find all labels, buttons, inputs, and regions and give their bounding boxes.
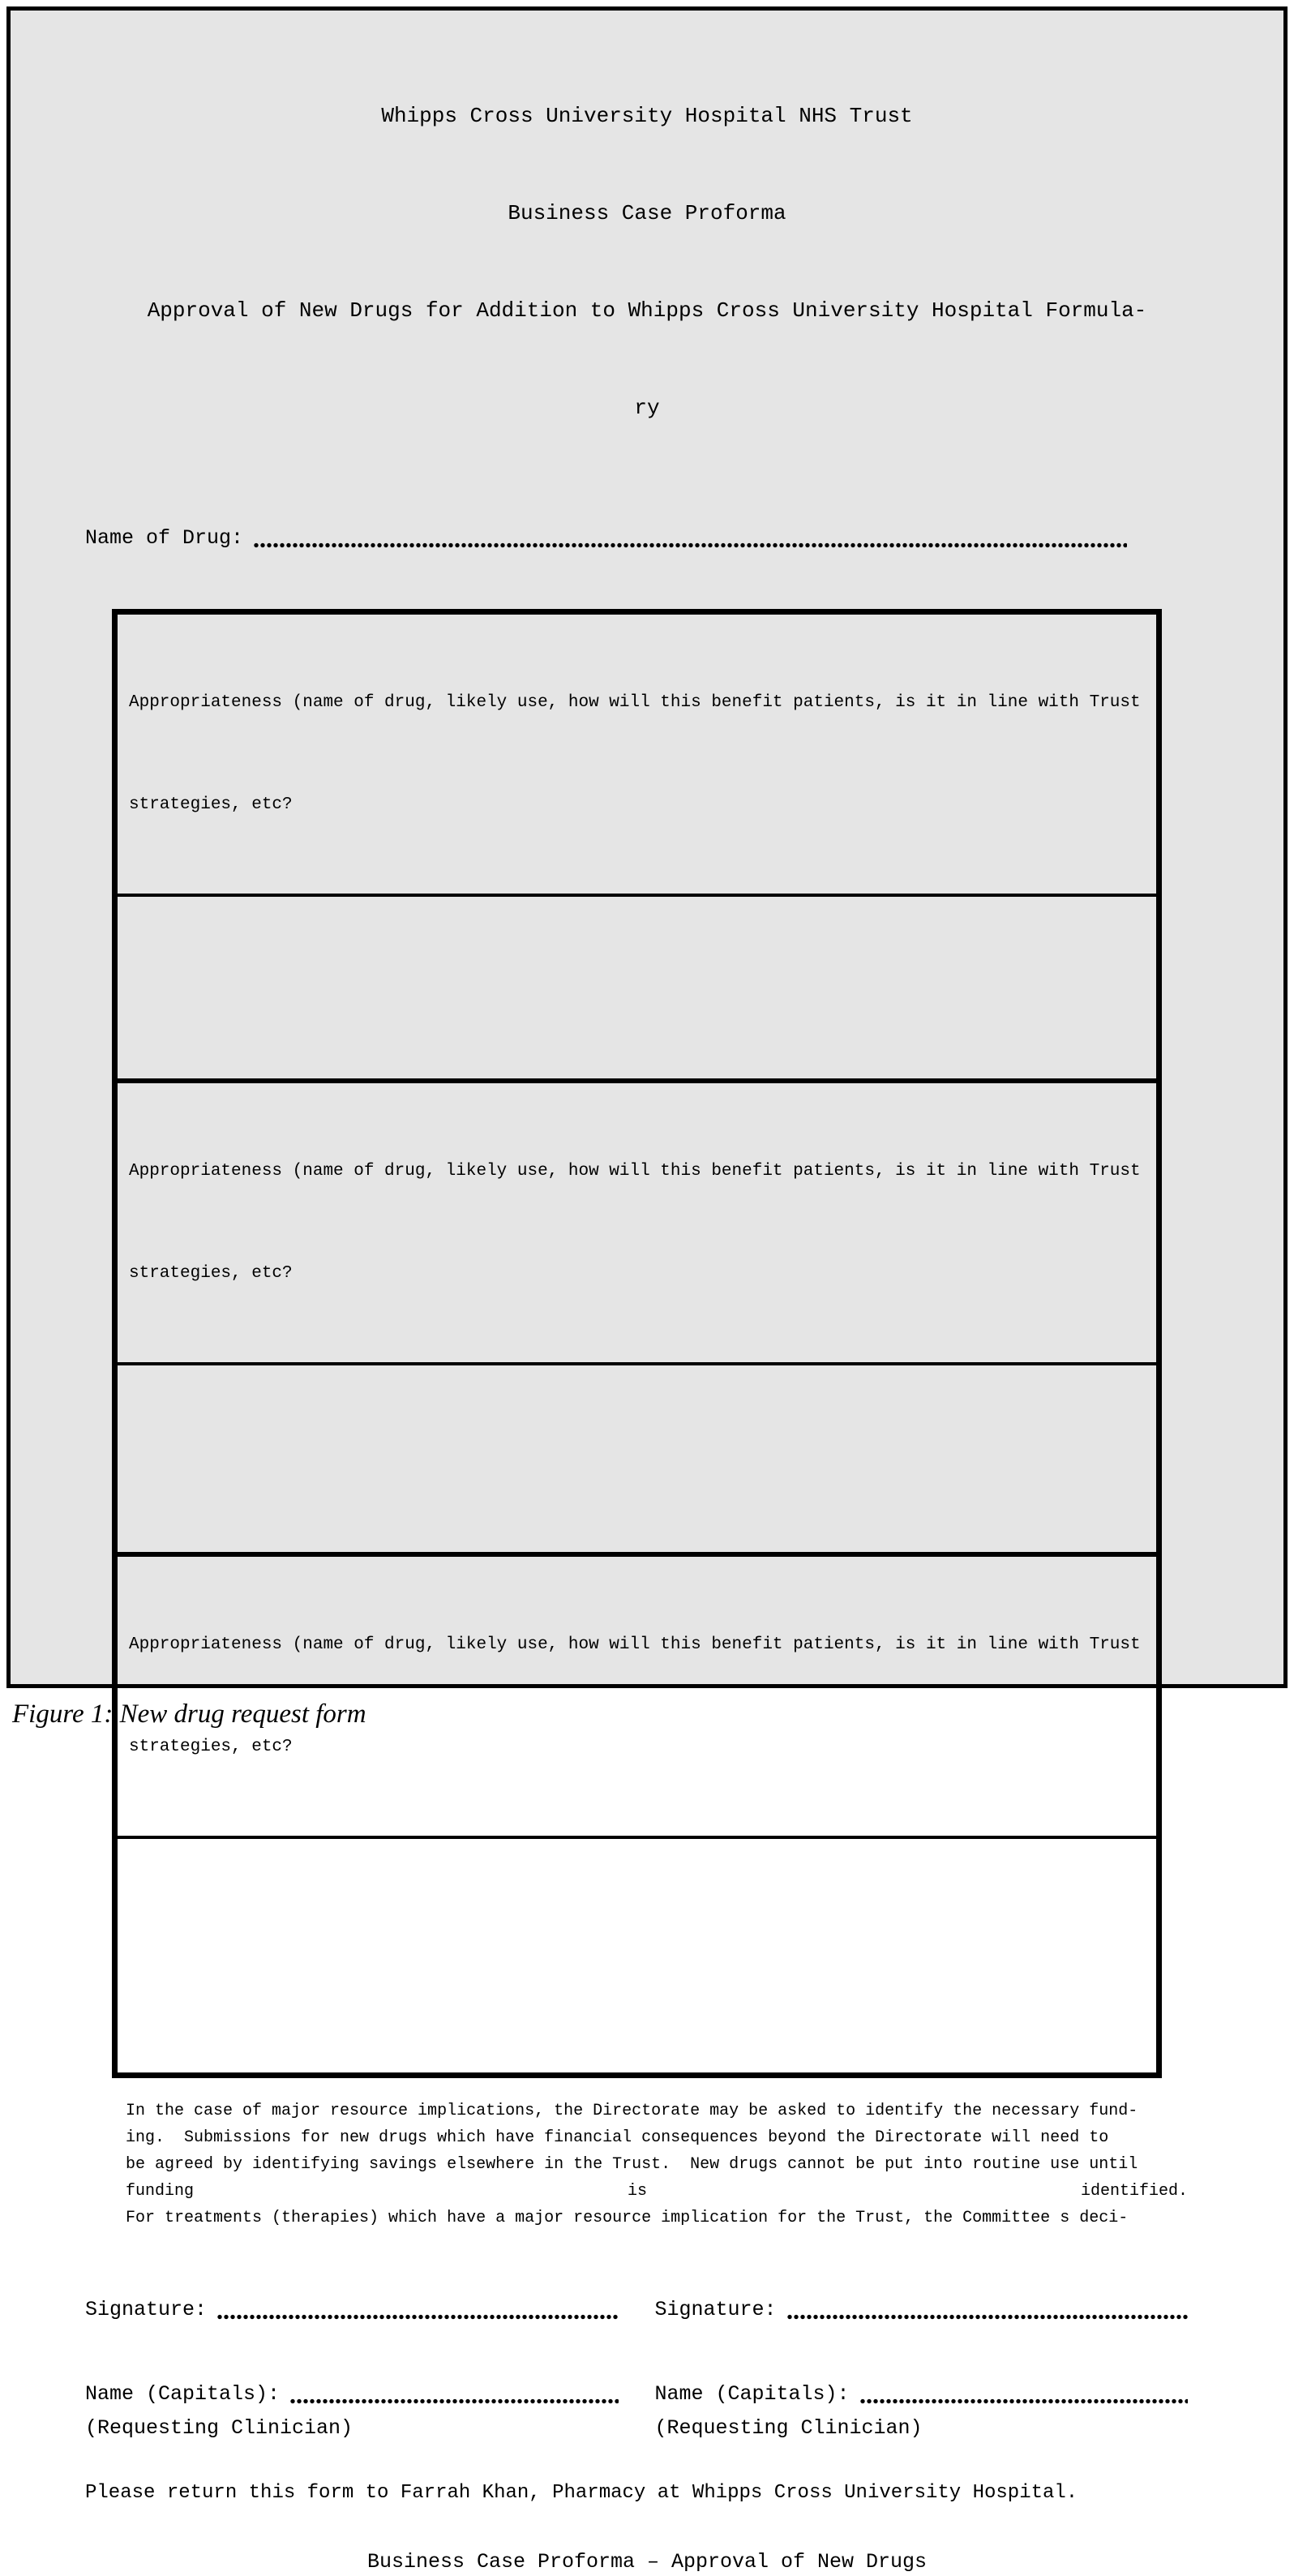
footer-title: Business Case Proforma – Approval of New Drugs [366,2550,928,2574]
signature-fill-line-left [216,2314,618,2320]
name-of-drug-fill-line [253,542,1127,548]
figure-caption: Figure 1: New drug request form [12,1699,366,1729]
return-instruction: Please return this form to Farrah Khan, Pharmacy at Whipps Cross University Hospital. [85,2482,1078,2504]
signature-field-left [85,2296,619,2324]
appropriateness-header-2 [118,1083,1156,1365]
form-title-line-1: Whipps Cross University Hospital NHS Trust [381,104,913,128]
funding-paragraph-line-5: For treatments (therapies) which have a major resource implication for the Trust, the Committee s deci- [126,2209,1129,2227]
appropriateness-header-1 [118,615,1156,897]
signature-label-left: Signature: [85,2298,208,2321]
form-title-block [11,35,1283,489]
funding-paragraph-line-3: be agreed by identifying savings elsewhere in the Trust. New drugs cannot be put into routine use until [126,2155,1138,2174]
appropriateness-response-area-1 [118,897,1156,1083]
appropriateness-header-2-line-1: Appropriateness (name of drug, likely use, how will this benefit patients, is it in line with Trust [129,1162,1141,1181]
requesting-clinician-left: (Requesting Clinician) [85,2416,353,2440]
form-title-line-2: Business Case Proforma [508,201,786,225]
appropriateness-response-area-3 [118,1839,1156,2072]
funding-paragraph-line-4 [126,2178,1188,2205]
name-of-drug-row [85,525,1127,552]
name-of-drug-label: Name of Drug: [85,526,244,550]
form-title-line-4: ry [634,396,660,420]
requesting-clinician-row [85,2415,1188,2442]
name-capitals-field-right [655,2381,1189,2408]
appropriateness-box [112,609,1162,2078]
funding-paragraph [126,2098,1188,2231]
signature-row [85,2296,1188,2324]
signature-label-right: Signature: [654,2298,777,2321]
name-capitals-fill-line-right [859,2398,1188,2404]
funding-word-identified: identified. [1080,2182,1188,2201]
name-capitals-fill-line-left [289,2398,618,2404]
appropriateness-response-area-2 [118,1365,1156,1557]
funding-word-is: is [627,2182,647,2201]
appropriateness-header-2-line-2: strategies, etc? [129,1264,293,1283]
requesting-clinician-right: (Requesting Clinician) [654,2416,923,2440]
form-title-line-3: Approval of New Drugs for Addition to Whipps Cross University Hospital Formula- [147,298,1147,323]
funding-paragraph-line-2: ing. Submissions for new drugs which have financial consequences beyond the Directorate will need to [126,2128,1109,2147]
signature-field-right [655,2296,1189,2324]
name-capitals-label-left: Name (Capitals): [85,2382,281,2406]
appropriateness-header-3-line-1: Appropriateness (name of drug, likely use, how will this benefit patients, is it in line with Trust [129,1635,1141,1654]
appropriateness-header-3-line-2: strategies, etc? [129,1738,293,1756]
signature-fill-line-right [786,2314,1188,2320]
appropriateness-header-1-line-2: strategies, etc? [129,795,293,814]
appropriateness-header-1-line-1: Appropriateness (name of drug, likely use, how will this benefit patients, is it in line with Trust [129,693,1141,712]
name-capitals-row [85,2381,1188,2408]
name-capitals-field-left [85,2381,619,2408]
funding-word-funding: funding [126,2182,195,2201]
funding-paragraph-line-1: In the case of major resource implications, the Directorate may be asked to identify the necessary fund- [126,2102,1138,2120]
name-capitals-label-right: Name (Capitals): [654,2382,850,2406]
